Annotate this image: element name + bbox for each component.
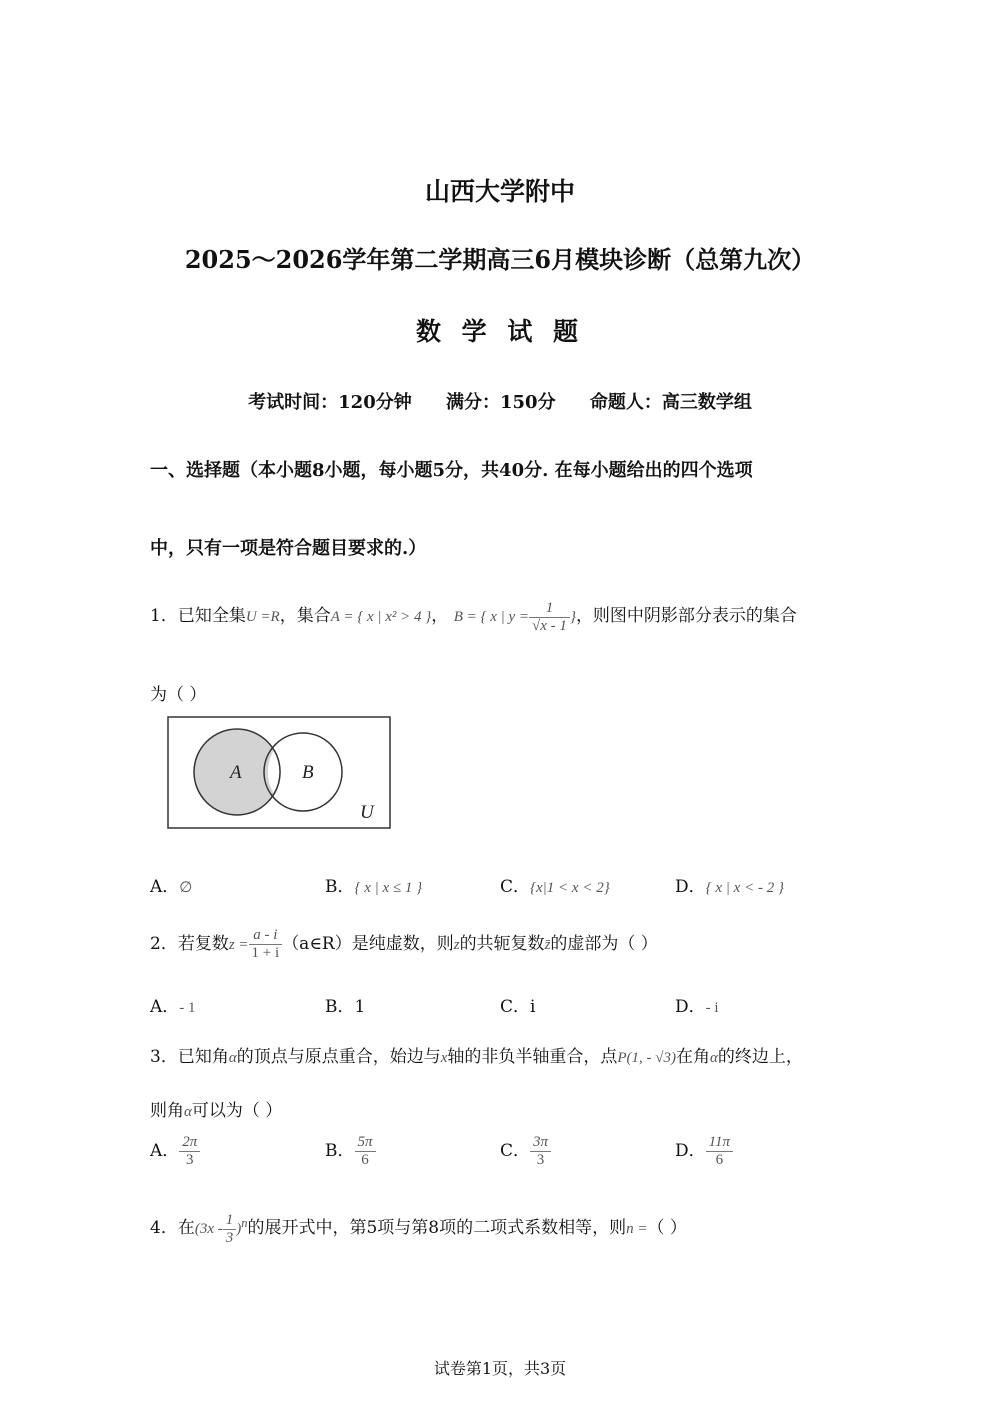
exam-score: 满分：150分 <box>446 392 556 413</box>
venn-diagram <box>166 716 392 830</box>
q2-option-a[interactable]: A．- 1 <box>150 997 196 1017</box>
exam-title: 2025～2026学年第二学期高三6月模块诊断（总第九次） <box>184 245 816 274</box>
question-1-line1: 1．已知全集U =R，集合A = { x | x² > 4 }， B = { x | y = $\frac{1}{√x - 1}$ }，则图中阴影部分表示的集合 <box>150 600 797 634</box>
venn-label-u: U <box>360 802 374 823</box>
venn-label-a: A <box>230 762 242 783</box>
q2-option-c[interactable]: C．i <box>500 997 536 1017</box>
q3-option-d[interactable]: D． $\frac{11\pi}{6}$ <box>675 1134 733 1169</box>
point-p: P(1, - √3) <box>617 1050 677 1066</box>
set-a: A = { x | x² > 4 } <box>330 608 432 625</box>
q1-option-c[interactable]: C．{x|1 < x < 2} <box>500 877 610 897</box>
school-name: 山西大学附中 <box>424 177 575 206</box>
exam-time: 考试时间：120分钟 <box>248 392 412 413</box>
q3-option-c[interactable]: C． $\frac{3\pi}{3}$ <box>500 1134 551 1169</box>
question-3-line2: 则角α可以为（ ） <box>150 1101 283 1121</box>
q3-option-b[interactable]: B． $\frac{5\pi}{6}$ <box>325 1134 376 1169</box>
section-heading-line2: 中，只有一项是符合题目要求的.） <box>150 538 427 559</box>
q1-option-d[interactable]: D．{ x | x < - 2 } <box>675 877 784 897</box>
venn-label-b: B <box>302 762 314 783</box>
q1-option-a[interactable]: A．∅ <box>150 877 193 897</box>
question-1-line2: 为（ ） <box>150 685 207 705</box>
set-b: B = { x | y = $\frac{1}{√x - 1}$ } <box>453 600 576 634</box>
set-b-fraction: $\frac{1}{√x - 1}$ <box>529 600 570 635</box>
question-4: 4．在(3x - $\frac{1}{3}$ )$^n$的展开式中，第5项与第8项的二项式系数相等，则n =（ ） <box>150 1212 687 1246</box>
exam-info <box>0 388 1000 414</box>
exam-author: 命题人：高三数学组 <box>589 392 752 413</box>
subject-title: 数 学 试 题 <box>415 317 585 346</box>
binomial-expression: (3x - $\frac{1}{3}$ )$^n$ <box>194 1212 248 1246</box>
question-3-line1: 3．已知角α的顶点与原点重合，始边与x轴的非负半轴重合，点P(1, - √3)在角α的终边上， <box>150 1047 803 1067</box>
page-footer: 试卷第1页，共3页 <box>433 1359 567 1378</box>
q2-option-d[interactable]: D．- i <box>675 997 719 1017</box>
section-heading-line1: 一、选择题（本小题8小题，每小题5分，共40分. 在每小题给出的四个选项 <box>150 460 753 481</box>
q2-option-b[interactable]: B．1 <box>325 997 366 1017</box>
q1-option-b[interactable]: B．{ x | x ≤ 1 } <box>325 877 423 897</box>
q3-option-a[interactable]: A． $\frac{2\pi}{3}$ <box>150 1134 200 1169</box>
universal-set: U =R <box>245 608 280 625</box>
question-2: 2．若复数z = $\frac{a - i}{1 + i}$ （a∈R）是纯虚数，则z的共轭复数z̄的虚部为（ ） <box>150 927 658 961</box>
q2-fraction: $\frac{a - i}{1 + i}$ <box>249 927 283 962</box>
